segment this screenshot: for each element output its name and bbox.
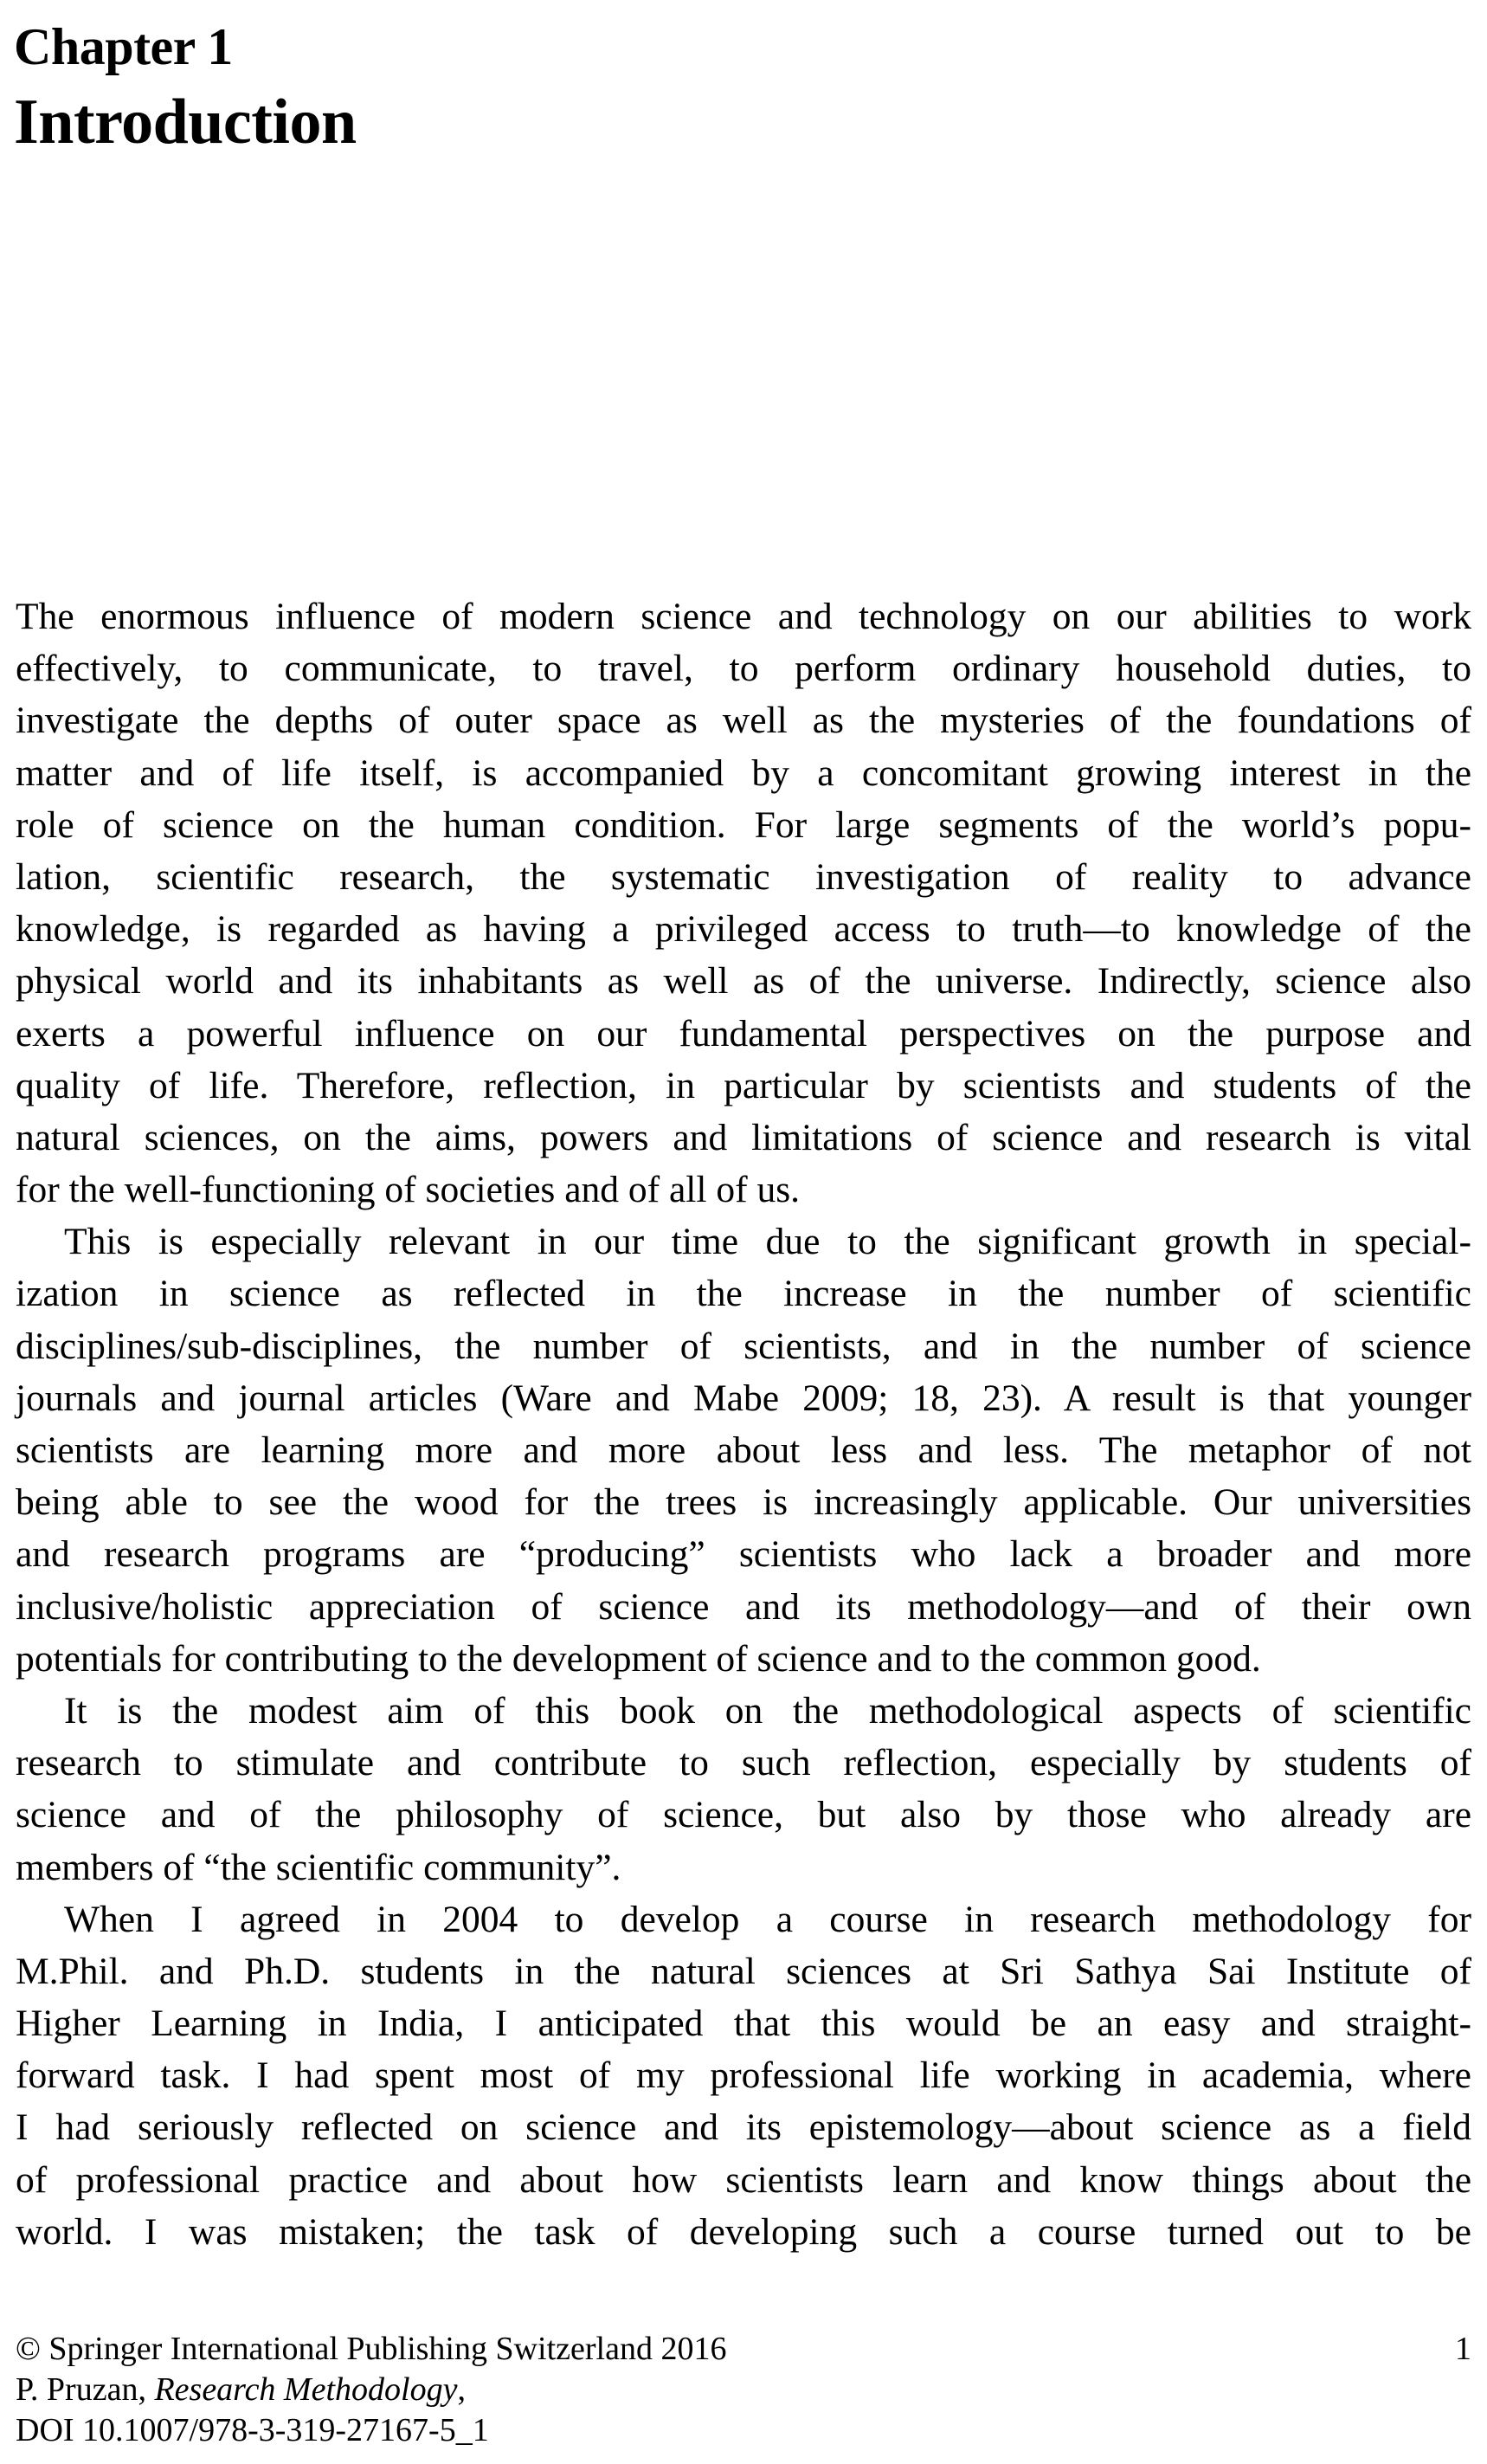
book-title: Research Methodology bbox=[154, 2371, 458, 2408]
text-line: forward task. I had spent most of my professional life working in academia, where bbox=[16, 2054, 1471, 2097]
chapter-title: Introduction bbox=[14, 87, 357, 158]
text-line: ization in science as reflected in the increase in the number of scientific bbox=[16, 1273, 1471, 1315]
text-line: of professional practice and about how scientists learn and know things about the bbox=[16, 2158, 1471, 2201]
doi: DOI 10.1007/978-3-319-27167-5_1 bbox=[16, 2412, 489, 2448]
text-line: effectively, to communicate, to travel, to perform ordinary household duties, to bbox=[16, 648, 1471, 690]
author-name: P. Pruzan, bbox=[16, 2371, 155, 2408]
text-line: I had seriously reflected on science and its epistemology—about science as a field bbox=[16, 2106, 1471, 2149]
text-line: matter and of life itself, is accompanied by a concomitant growing interest in the bbox=[16, 751, 1471, 794]
text-line: It is the modest aim of this book on the methodological aspects of scientific bbox=[64, 1689, 1471, 1732]
footer bbox=[16, 2329, 1471, 2451]
text-line: role of science on the human condition. For large segments of the world’s popu- bbox=[16, 803, 1471, 846]
text-line: natural sciences, on the aims, powers and limitations of science and research is vital bbox=[16, 1116, 1471, 1158]
text-line: M.Phil. and Ph.D. students in the natural sciences at Sri Sathya Sai Institute of bbox=[16, 1950, 1471, 1992]
text-line: knowledge, is regarded as having a privileged access to truth—to knowledge of the bbox=[16, 908, 1471, 951]
paragraph bbox=[16, 1216, 1471, 1685]
copyright-notice: © Springer International Publishing Switzerland 2016 bbox=[16, 2331, 727, 2367]
text-line: scientists are learning more and more about less and less. The metaphor of not bbox=[16, 1429, 1471, 1471]
text-line: for the well-functioning of societies and of all of us. bbox=[16, 1169, 801, 1211]
text-line: potentials for contributing to the development of science and to the common good. bbox=[16, 1637, 1261, 1680]
text-line: and research programs are “producing” scientists who lack a broader and more bbox=[16, 1533, 1471, 1576]
text-line: investigate the depths of outer space as well as the mysteries of the foundations of bbox=[16, 700, 1471, 742]
text-line: inclusive/holistic appreciation of science and its methodology—and of their own bbox=[16, 1585, 1471, 1628]
text-line: lation, scientific research, the systematic investigation of reality to advance bbox=[16, 855, 1471, 898]
text-line: being able to see the wood for the trees is increasingly applicable. Our universities bbox=[16, 1481, 1471, 1524]
page-number: 1 bbox=[1455, 2331, 1471, 2367]
text-line: The enormous influence of modern science and technology on our abilities to work bbox=[16, 596, 1471, 637]
chapter-label: Chapter 1 bbox=[14, 18, 233, 75]
text-line: research to stimulate and contribute to such reflection, especially by students of bbox=[16, 1742, 1471, 1784]
text-line: world. I was mistaken; the task of developing such a course turned out to be bbox=[16, 2210, 1471, 2253]
text-line: disciplines/sub-disciplines, the number of scientists, and in the number of science bbox=[16, 1325, 1471, 1367]
text-line: exerts a powerful influence on our fundamental perspectives on the purpose and bbox=[16, 1012, 1471, 1055]
text-line: science and of the philosophy of science, but also by those who already are bbox=[16, 1794, 1471, 1836]
text-line: When I agreed in 2004 to develop a course in research methodology for bbox=[64, 1898, 1471, 1940]
citation bbox=[16, 2370, 1471, 2410]
paragraph bbox=[16, 590, 1471, 1216]
text-line: quality of life. Therefore, reflection, in particular by scientists and students of the bbox=[16, 1064, 1471, 1106]
citation-punctuation: , bbox=[457, 2371, 466, 2408]
text-line: journals and journal articles (Ware and Mabe 2009; 18, 23). A result is that younger bbox=[16, 1377, 1471, 1419]
paragraph bbox=[16, 1685, 1471, 1893]
body-text bbox=[16, 590, 1471, 2258]
text-line: Higher Learning in India, I anticipated that this would be an easy and straight- bbox=[16, 2003, 1471, 2045]
paragraph bbox=[16, 1893, 1471, 2258]
text-line: This is especially relevant in our time due to the significant growth in special- bbox=[64, 1221, 1471, 1263]
text-line: physical world and its inhabitants as well as of the universe. Indirectly, science also bbox=[16, 960, 1471, 1003]
text-line: members of “the scientific community”. bbox=[16, 1846, 621, 1888]
